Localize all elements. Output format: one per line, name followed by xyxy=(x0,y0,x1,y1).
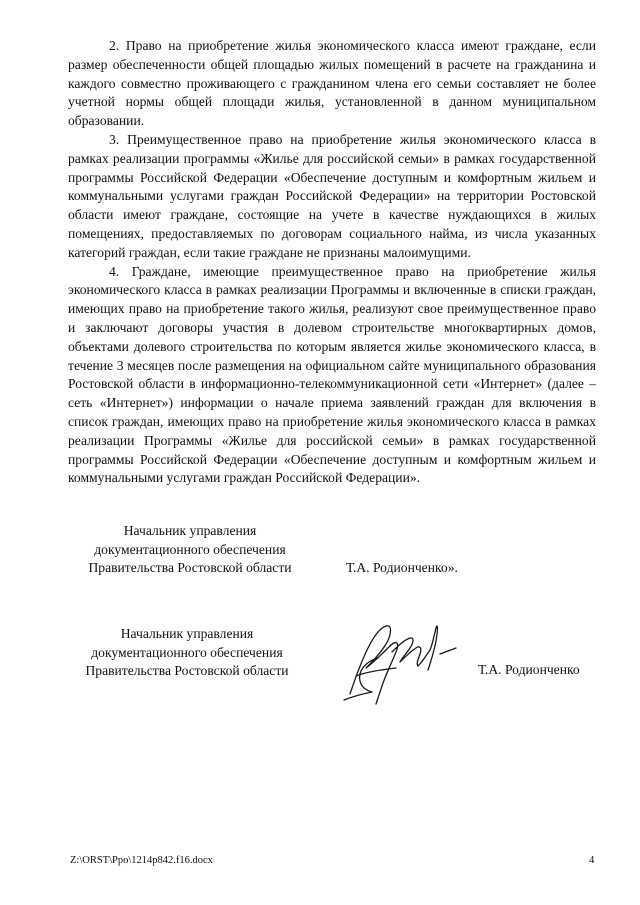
signature-stroke xyxy=(392,626,437,670)
handwritten-signature xyxy=(340,612,470,712)
title-line: Правительства Ростовской области xyxy=(85,663,289,679)
footer-file-path: Z:\ORST\Ppo\1214p842.f16.docx xyxy=(70,855,213,866)
page-number: 4 xyxy=(589,855,595,866)
title-line: документационного обеспечения xyxy=(94,541,286,557)
signature-stroke xyxy=(440,648,456,654)
paragraph-3: 3. Преимущественное право на приобретение жилья экономического класса в рамках реализации программы «Жилье для российской семьи» в рамках государственной программы Российской Федерации «Обеспечение доступным и комфортным жильем и коммунальными услугами граждан Российской Федерации» на территории Ростовской области имеют граждане, состоящие на учете в качестве нуждающихся в жилых помещениях, предоставляемых по договорам социального найма, из числа указанных категорий граждан, если такие граждане не признаны малоимущими. xyxy=(68,131,596,260)
signatory-name: Т.А. Родионченко xyxy=(478,662,580,677)
title-line: документационного обеспечения xyxy=(91,644,283,660)
title-line: Начальник управления xyxy=(120,626,254,641)
paragraph-2: 2. Право на приобретение жилья экономического класса имеют граждане, если размер обеспеченности общей площадью жилых помещений в расчете на гражданина и каждого совместно проживающего с гражданином члена его семьи составляет не более учетной нормы общей площади жилья, установленной в данном муниципальном образовании. xyxy=(68,38,596,129)
signatory-title xyxy=(72,625,302,681)
body-text xyxy=(68,37,596,488)
quoted-signatory-title xyxy=(80,522,300,578)
signature-stroke xyxy=(350,626,398,704)
quoted-signatory-name: Т.А. Родионченко». xyxy=(346,560,458,575)
paragraph-4: 4. Граждане, имеющие преимущественное право на приобретение жилья экономического класса в рамках реализации Программы и включенные в списки граждан, имеющих право на приобретение такого жилья, реализуют свое преимущественное право и заключают договоры участия в долевом строительстве многоквартирных домов, объектами долевого строительства по которым является жилье экономического класса, в течение 3 месяцев после размещения на официальном сайте муниципального образования Ростовской области в информационно-телекоммуникационной сети «Интернет» (далее – сеть «Интернет») информации о начале приема заявлений граждан для включения в список граждан, имеющих право на приобретение жилья экономического класса в рамках реализации Программы «Жилье для российской семьи» в рамках государственной программы Российской Федерации «Обеспечение доступным и комфортным жильем и коммунальными услугами граждан Российской Федерации». xyxy=(68,263,596,486)
title-line: Правительства Ростовской области xyxy=(88,560,292,576)
title-line: Начальник управления xyxy=(123,523,257,538)
